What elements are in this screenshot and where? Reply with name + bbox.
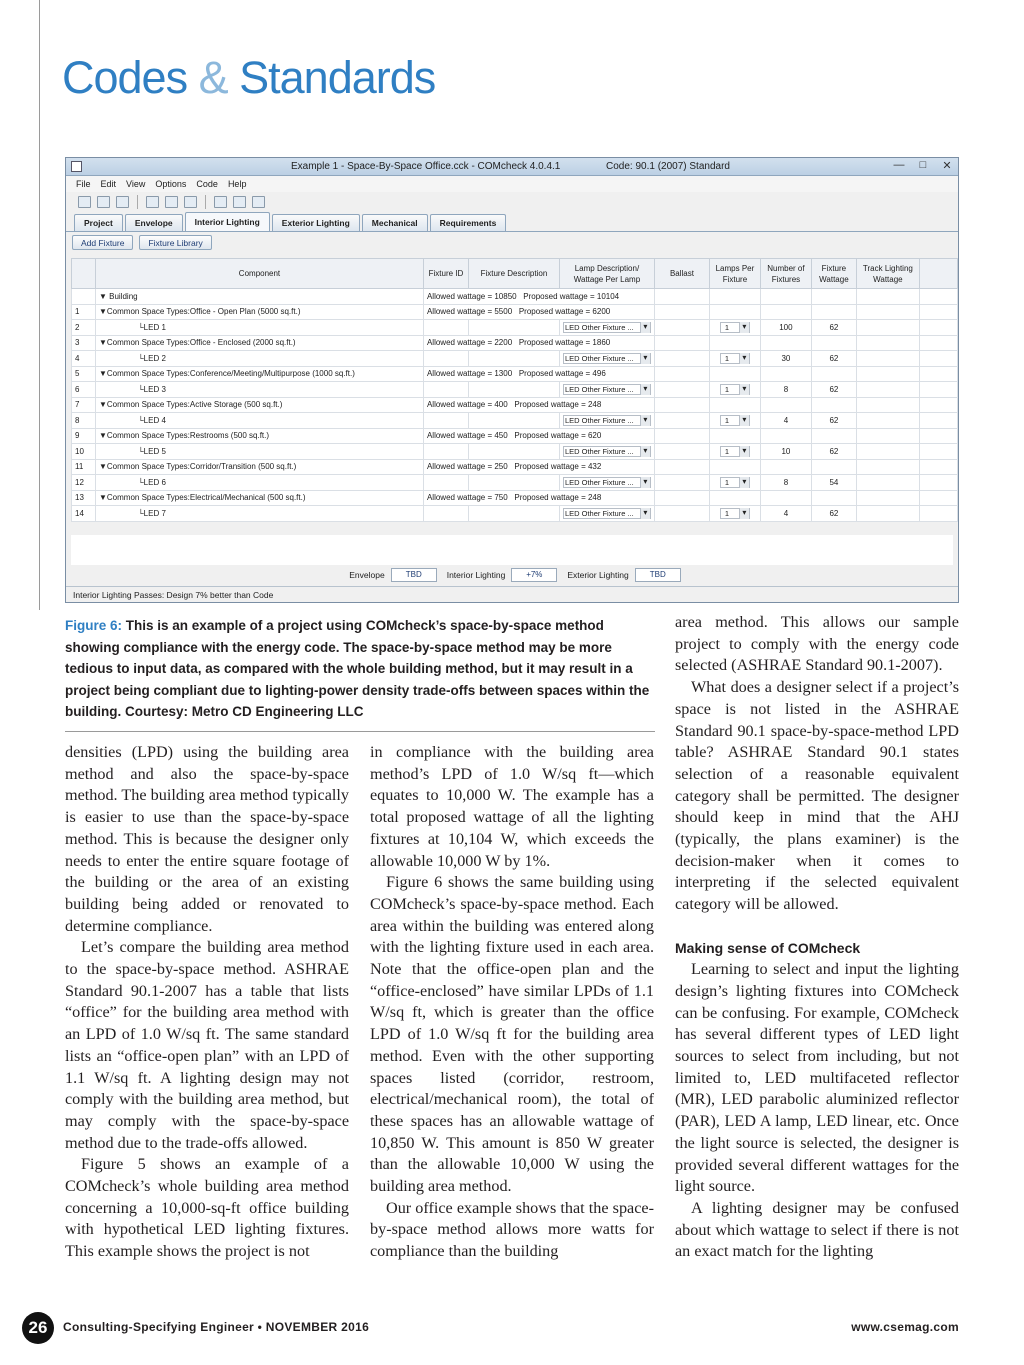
fixtures-count[interactable]: 30: [760, 351, 811, 367]
toolbar-separator: [137, 195, 138, 209]
margin-rule: [39, 0, 40, 610]
lamp-dropdown[interactable]: LED Other Fixture ... ▾: [563, 508, 651, 519]
table-row[interactable]: 5 ▼Common Space Types:Conference/Meeting/Multipurpose (1000 sq.ft.) Allowed wattage = 1300 Proposed wattage = 496: [72, 366, 958, 382]
fixture-wattage[interactable]: 62: [811, 351, 856, 367]
section-title: [62, 52, 435, 104]
cut-icon[interactable]: [146, 196, 159, 208]
lamps-dropdown[interactable]: 1 ▾: [720, 322, 750, 333]
component-cell: ▼Common Space Types:Office - Enclosed (2000 sq.ft.): [95, 335, 423, 351]
table-row[interactable]: 12 └LED 6 LED Other Fixture ... ▾ 1 ▾ 8 54: [72, 475, 958, 491]
fixture-wattage[interactable]: 62: [811, 320, 856, 336]
fixtures-count[interactable]: 10: [760, 444, 811, 460]
new-file-icon[interactable]: [78, 196, 91, 208]
col-header-track-wattage: Track Lighting Wattage: [856, 259, 919, 289]
caption-divider: [65, 731, 655, 732]
pass-message: Interior Lighting Passes: Design 7% better than Code: [66, 586, 959, 603]
lamp-dropdown[interactable]: LED Other Fixture ... ▾: [563, 477, 651, 488]
table-row[interactable]: 9 ▼Common Space Types:Restrooms (500 sq.ft.) Allowed wattage = 450 Proposed wattage = 620: [72, 428, 958, 444]
menu-help[interactable]: Help: [227, 179, 247, 189]
app-icon: [71, 161, 82, 172]
tab-interior-lighting[interactable]: Interior Lighting: [185, 212, 270, 231]
table-row-building[interactable]: [72, 289, 958, 305]
col-header-fixture-wattage: Fixture Wattage: [811, 259, 856, 289]
fixture-cell: └LED 5: [95, 444, 423, 460]
col-header-ballast: Ballast: [654, 259, 709, 289]
table-row[interactable]: 8 └LED 4 LED Other Fixture ... ▾ 1 ▾ 4 62: [72, 413, 958, 429]
wattage-cell: Allowed wattage = 450 Proposed wattage = 620: [423, 428, 654, 444]
envelope-label: Envelope: [349, 570, 385, 580]
wattage-cell: Allowed wattage = 1300 Proposed wattage = 496: [423, 366, 654, 382]
building-wattage: Allowed wattage = 10850 Proposed wattage = 10104: [423, 289, 654, 305]
figure-label: Figure 6:: [65, 618, 123, 633]
table-row[interactable]: 3 ▼Common Space Types:Office - Enclosed (2000 sq.ft.) Allowed wattage = 2200 Proposed wattage = 1860: [72, 335, 958, 351]
col-header-fixture-id: Fixture ID: [423, 259, 468, 289]
print-icon[interactable]: [252, 196, 265, 208]
lamps-dropdown[interactable]: 1 ▾: [720, 446, 750, 457]
fixtures-count[interactable]: 8: [760, 475, 811, 491]
page-number: 26: [22, 1312, 54, 1344]
tab-envelope[interactable]: Envelope: [125, 214, 183, 231]
fixture-cell: └LED 1: [95, 320, 423, 336]
lamps-dropdown[interactable]: 1 ▾: [720, 353, 750, 364]
fixtures-count[interactable]: 8: [760, 382, 811, 398]
figure-caption: [65, 615, 655, 723]
table-header-row: [72, 259, 958, 289]
paragraph: Figure 5 shows an example of a COMcheck’s whole building area method concerning a 10,000-sq-ft office building with hypothetical LED lighting fixtures. This example shows the project is not: [65, 1155, 349, 1261]
paste-icon[interactable]: [184, 196, 197, 208]
compliance-status-row: [66, 564, 959, 586]
fixture-cell: └LED 4: [95, 413, 423, 429]
tab-bar: [66, 212, 958, 232]
table-row[interactable]: 10 └LED 5 LED Other Fixture ... ▾ 1 ▾ 10 62: [72, 444, 958, 460]
minimize-button[interactable]: —: [893, 159, 905, 171]
open-folder-icon[interactable]: [97, 196, 110, 208]
interior-lighting-label: Interior Lighting: [446, 570, 506, 580]
component-cell: ▼Common Space Types:Corridor/Transition (500 sq.ft.): [95, 459, 423, 475]
lighting-table: [71, 258, 958, 522]
wattage-cell: Allowed wattage = 250 Proposed wattage = 432: [423, 459, 654, 475]
lamps-dropdown[interactable]: 1 ▾: [720, 477, 750, 488]
table-row[interactable]: 14 └LED 7 LED Other Fixture ... ▾ 1 ▾ 4 62: [72, 506, 958, 522]
fixture-cell: └LED 6: [95, 475, 423, 491]
tab-project[interactable]: Project: [74, 214, 123, 231]
paragraph: What does a designer select if a project’s space is not listed in the ASHRAE Standard 90.1 space-by-space-method LPD table? ASHRAE Standard 90.1 states selection of a reasonable equivalent category shall be permitted. The designer should keep in mind that the AHJ (typically, the plans examiner) is the decision-maker when it comes to interpreting if the selected equivalent category will be allowed.: [675, 678, 959, 914]
exterior-lighting-label: Exterior Lighting: [567, 570, 629, 580]
wattage-cell: Allowed wattage = 750 Proposed wattage = 248: [423, 490, 654, 506]
text-column-3: [675, 612, 959, 1263]
table-row[interactable]: 13 ▼Common Space Types:Electrical/Mechanical (500 sq.ft.) Allowed wattage = 750 Proposed wattage = 248: [72, 490, 958, 506]
col-header-fixture-description: Fixture Description: [468, 259, 559, 289]
wattage-cell: Allowed wattage = 2200 Proposed wattage = 1860: [423, 335, 654, 351]
fixture-cell: └LED 3: [95, 382, 423, 398]
tab-mechanical[interactable]: Mechanical: [362, 214, 428, 231]
table-empty-area: [71, 535, 953, 565]
fixture-wattage[interactable]: 62: [811, 506, 856, 522]
close-button[interactable]: ✕: [942, 160, 952, 172]
col-header-number-of-fixtures: Number of Fixtures: [760, 259, 811, 289]
text-column-1: [65, 742, 349, 1263]
subheading: Making sense of COMcheck: [675, 939, 861, 956]
col-header-extra: [919, 259, 957, 289]
copy-icon[interactable]: [165, 196, 178, 208]
lamps-dropdown[interactable]: 1 ▾: [720, 508, 750, 519]
table-row[interactable]: 11 ▼Common Space Types:Corridor/Transition (500 sq.ft.) Allowed wattage = 250 Proposed wattage = 432: [72, 459, 958, 475]
paragraph: Our office example shows that the space-by-space method allows more watts for compliance than the building: [370, 1198, 654, 1261]
fixtures-count[interactable]: 4: [760, 506, 811, 522]
menu-view[interactable]: View: [126, 179, 146, 189]
component-cell: ▼Common Space Types:Active Storage (500 sq.ft.): [95, 397, 423, 413]
fixture-wattage[interactable]: 54: [811, 475, 856, 491]
lamps-dropdown[interactable]: 1 ▾: [720, 384, 750, 395]
publication-line: Consulting-Specifying Engineer • NOVEMBER 2016: [63, 1320, 370, 1334]
table-row[interactable]: 1 ▼Common Space Types:Office - Open Plan (5000 sq.ft.) Allowed wattage = 5500 Proposed wattage = 6200: [72, 304, 958, 320]
exterior-lighting-status: TBD: [635, 568, 681, 582]
fixtures-count[interactable]: 4: [760, 413, 811, 429]
lamp-dropdown[interactable]: LED Other Fixture ... ▾: [563, 353, 651, 364]
fixture-button-bar: [66, 232, 958, 253]
fixture-wattage[interactable]: 62: [811, 413, 856, 429]
duplicate-icon[interactable]: [233, 196, 246, 208]
paragraph: Learning to select and input the lighting design’s lighting fixtures into COMcheck can be confusing. For example, COMcheck has several different types of LED light sources to select from including, but not limited to, LED multifaceted reflector (MR), LED parabolic aluminized reflector (PAR), LED A lamp, LED linear, etc. Once the light source is selected, the designer is provided several different wattages for the light source.: [675, 960, 959, 1196]
table-row[interactable]: 6 └LED 3 LED Other Fixture ... ▾ 1 ▾ 8 62: [72, 382, 958, 398]
delete-icon[interactable]: [214, 196, 227, 208]
building-label: ▼ Building: [95, 289, 423, 305]
col-header-component: Component: [95, 259, 423, 289]
fixture-cell: └LED 2: [95, 351, 423, 367]
fixture-wattage[interactable]: 62: [811, 444, 856, 460]
lamps-dropdown[interactable]: 1 ▾: [720, 415, 750, 426]
col-header-lamp-description: Lamp Description/ Wattage Per Lamp: [559, 259, 654, 289]
menu-edit[interactable]: Edit: [100, 179, 117, 189]
window-titlebar: [66, 158, 958, 176]
component-cell: ▼Common Space Types:Office - Open Plan (5000 sq.ft.): [95, 304, 423, 320]
tab-exterior-lighting[interactable]: Exterior Lighting: [272, 214, 360, 231]
fixture-wattage[interactable]: 62: [811, 382, 856, 398]
fixture-library-button[interactable]: Fixture Library: [139, 235, 211, 250]
paragraph: A lighting designer may be confused about which wattage to select if there is not an exact match for the lighting: [675, 1198, 959, 1261]
lamp-dropdown[interactable]: LED Other Fixture ... ▾: [563, 415, 651, 426]
lamp-dropdown[interactable]: LED Other Fixture ... ▾: [563, 446, 651, 457]
title-ampersand: &: [198, 52, 228, 103]
title-standards: Standards: [239, 52, 436, 103]
save-icon[interactable]: [116, 196, 129, 208]
menu-options[interactable]: Options: [155, 179, 187, 189]
wattage-cell: Allowed wattage = 400 Proposed wattage = 248: [423, 397, 654, 413]
caption-text: This is an example of a project using COMcheck’s space-by-space method showing compliance with the energy code. The space-by-space method may be more tedious to input data, as compared with the whole building method, but it may result in a project being compliant due to lighting-power density trade-offs between spaces within the building. Courtesy: Metro CD Engineering LLC: [65, 618, 650, 720]
website: www.csemag.com: [851, 1320, 959, 1334]
menu-bar: [66, 176, 958, 192]
menu-file[interactable]: File: [76, 179, 91, 189]
table-row[interactable]: 4 └LED 2 LED Other Fixture ... ▾ 1 ▾ 30 62: [72, 351, 958, 367]
col-header-lamps-per-fixture: Lamps Per Fixture: [709, 259, 760, 289]
toolbar-separator: [205, 195, 206, 209]
component-cell: ▼Common Space Types:Restrooms (500 sq.ft.): [95, 428, 423, 444]
interior-lighting-status: +7%: [511, 568, 557, 582]
component-cell: ▼Common Space Types:Electrical/Mechanical (500 sq.ft.): [95, 490, 423, 506]
paragraph: area method. This allows our sample project to comply with the energy code selected (ASHRAE Standard 90.1-2007).: [675, 613, 959, 675]
window-code: Code: 90.1 (2007) Standard: [606, 161, 730, 172]
fixture-cell: └LED 7: [95, 506, 423, 522]
tab-requirements[interactable]: Requirements: [430, 214, 507, 231]
window-title: Example 1 - Space-By-Space Office.cck - COMcheck 4.0.4.1: [291, 161, 561, 172]
maximize-button[interactable]: □: [919, 159, 927, 171]
table-row[interactable]: 7 ▼Common Space Types:Active Storage (500 sq.ft.) Allowed wattage = 400 Proposed wattage = 248: [72, 397, 958, 413]
add-fixture-button[interactable]: Add Fixture: [72, 235, 133, 250]
text-column-2: [370, 742, 654, 1263]
wattage-cell: Allowed wattage = 5500 Proposed wattage = 6200: [423, 304, 654, 320]
toolbar: [66, 192, 958, 212]
paragraph: Figure 6 shows the same building using COMcheck’s space-by-space method. Each area within the building was entered along with the lighting fixture used in each area. Note that the office-open plan and the “office-enclosed” have similar LPDs of 1.1 W/sq ft, which is greater than the office LPD of 1.0 W/sq ft for the building area method. Even with the other supporting spaces listed (corridor, restroom, electrical/mechanical room), the total of these spaces has an allowable wattage of 10,850 W. This amount is 850 W greater than the allowable 10,000 W using the building area method.: [370, 873, 654, 1196]
envelope-status: TBD: [391, 568, 437, 582]
fixtures-count[interactable]: 100: [760, 320, 811, 336]
paragraph: densities (LPD) using the building area method and also the space-by-space method. The building area method typically is easier to use than the space-by-space method. This is because the designer only needs to enter the entire square footage of the building or the area of an existing building being added or renovated to determine compliance.: [65, 743, 349, 935]
col-header-index: [72, 259, 96, 289]
title-codes: Codes: [62, 52, 188, 103]
lamp-dropdown[interactable]: LED Other Fixture ... ▾: [563, 322, 651, 333]
table-row[interactable]: 2 └LED 1 LED Other Fixture ... ▾ 1 ▾ 100 62: [72, 320, 958, 336]
lamp-dropdown[interactable]: LED Other Fixture ... ▾: [563, 384, 651, 395]
menu-code[interactable]: Code: [196, 179, 218, 189]
component-cell: ▼Common Space Types:Conference/Meeting/Multipurpose (1000 sq.ft.): [95, 366, 423, 382]
paragraph: in compliance with the building area method’s LPD of 1.0 W/sq ft—which equates to 10,000 W. The example has a total proposed wattage of all the lighting fixtures at 10,104 W, which exceeds the allowable 10,000 W by 1%.: [370, 743, 654, 870]
comcheck-window: [65, 157, 959, 603]
paragraph: Let’s compare the building area method to the space-by-space method. ASHRAE Standard 90.1-2007 has a table that lists “office” for the building area method with an LPD of 1.0 W/sq ft. The same standard lists an “office-open plan” with an LPD of 1.1 W/sq ft. A lighting design may not comply with the building area method, but may comply with the space-by-space method due to the trade-offs allowed.: [65, 938, 349, 1152]
